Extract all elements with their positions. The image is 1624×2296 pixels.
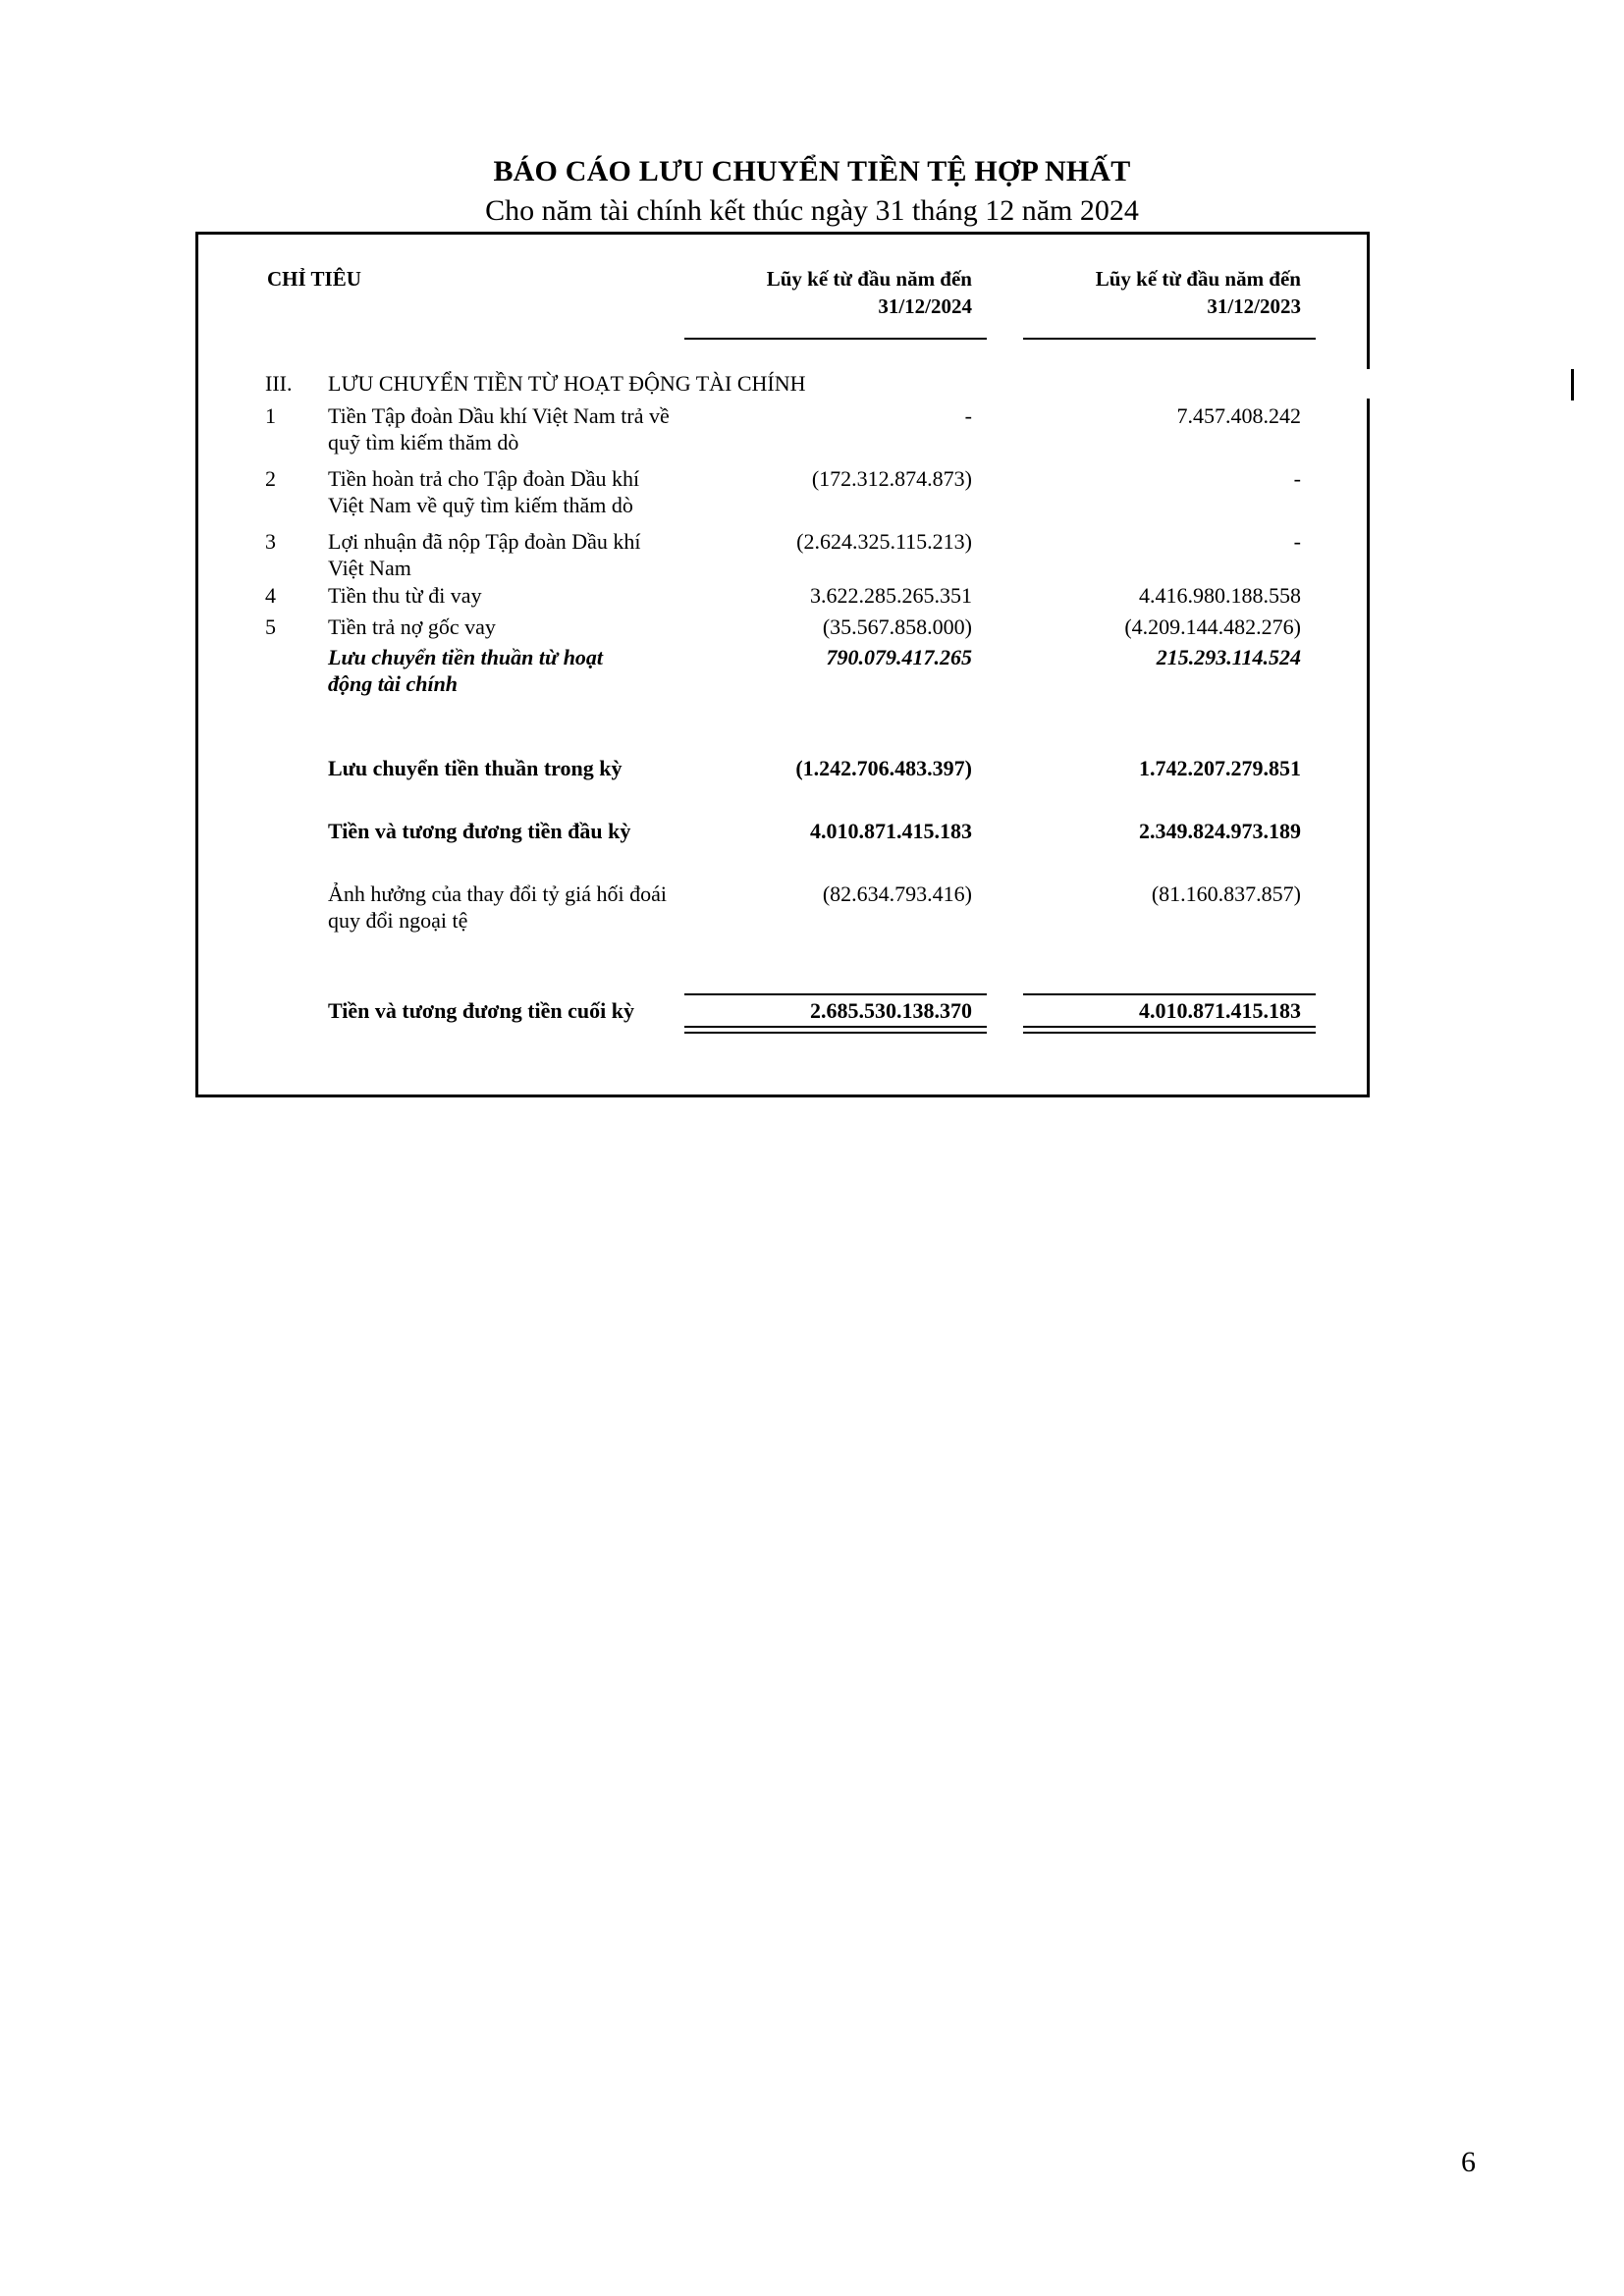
row-number: 5 [265,614,276,639]
row-label: Lưu chuyển tiền thuần từ hoạt động tài chính [328,645,604,696]
closing-top-rule-2023 [1023,993,1316,995]
value-2023: 1.742.207.279.851 [1139,756,1301,780]
value-2023: - [1293,529,1301,554]
row-label: Tiền Tập đoàn Dầu khí Việt Nam trả về quỹ tìm kiếm thăm dò [328,403,670,454]
header-rule-2024 [684,338,987,340]
value-2024: 790.079.417.265 [826,645,972,669]
closing-top-rule-2024 [684,993,987,995]
section-label: LƯU CHUYỂN TIỀN TỪ HOẠT ĐỘNG TÀI CHÍNH [328,371,806,396]
row-number: 3 [265,529,276,554]
row-label: Ảnh hưởng của thay đổi tỷ giá hối đoái quy đổi ngoại tệ [328,881,667,933]
value-2024: (35.567.858.000) [822,614,972,639]
header-col-2024-line2: 31/12/2024 [878,294,972,318]
value-2023: (4.209.144.482.276) [1124,614,1301,639]
report-title: BÁO CÁO LƯU CHUYỂN TIỀN TỆ HỢP NHẤT [493,155,1131,187]
value-2024: (1.242.706.483.397) [795,756,972,780]
header-item-label: CHỈ TIÊU [267,267,361,291]
header-col-2023-line1: Lũy kế từ đầu năm đến [1095,267,1301,291]
row-label: Tiền thu từ đi vay [328,583,482,608]
value-2024: (172.312.874.873) [811,466,972,491]
row-label: Lưu chuyển tiền thuần trong kỳ [328,756,623,780]
row-label: Tiền trả nợ gốc vay [328,614,496,639]
row-number: 4 [265,583,276,608]
value-2023: (81.160.837.857) [1151,881,1301,906]
row-number: 1 [265,403,276,428]
row-label: Lợi nhuận đã nộp Tập đoàn Dầu khí Việt Nam [328,529,641,580]
value-2024: - [964,403,972,428]
closing-double-rule-2024 [684,1026,987,1034]
header-col-2023-line2: 31/12/2023 [1207,294,1301,318]
row-label: Tiền và tương đương tiền cuối kỳ [328,998,634,1023]
margin-mark [1571,369,1574,400]
header-rule-2023 [1023,338,1316,340]
report-subtitle: Cho năm tài chính kết thúc ngày 31 tháng 12 năm 2024 [485,194,1139,227]
header-col-2024 [619,265,972,320]
value-2024: (82.634.793.416) [822,881,972,906]
row-number: 2 [265,466,276,491]
value-2023: 4.416.980.188.558 [1139,583,1301,608]
header-col-2023 [947,265,1301,320]
row-label: Tiền và tương đương tiền đầu kỳ [328,819,631,843]
value-2024: 2.685.530.138.370 [810,998,972,1023]
page-number: 6 [1461,2146,1476,2178]
value-2024: 4.010.871.415.183 [810,819,972,843]
closing-double-rule-2023 [1023,1026,1316,1034]
value-2024: 3.622.285.265.351 [810,583,972,608]
header-col-2024-line1: Lũy kế từ đầu năm đến [766,267,972,291]
value-2024: (2.624.325.115.213) [796,529,972,554]
value-2023: - [1293,466,1301,491]
value-2023: 215.293.114.524 [1156,645,1301,669]
value-2023: 2.349.824.973.189 [1139,819,1301,843]
value-2023: 7.457.408.242 [1176,403,1301,428]
section-code: III. [265,371,293,396]
frame-border-gap [1365,369,1377,399]
value-2023: 4.010.871.415.183 [1139,998,1301,1023]
row-label: Tiền hoàn trả cho Tập đoàn Dầu khí Việt Nam về quỹ tìm kiếm thăm dò [328,466,640,517]
